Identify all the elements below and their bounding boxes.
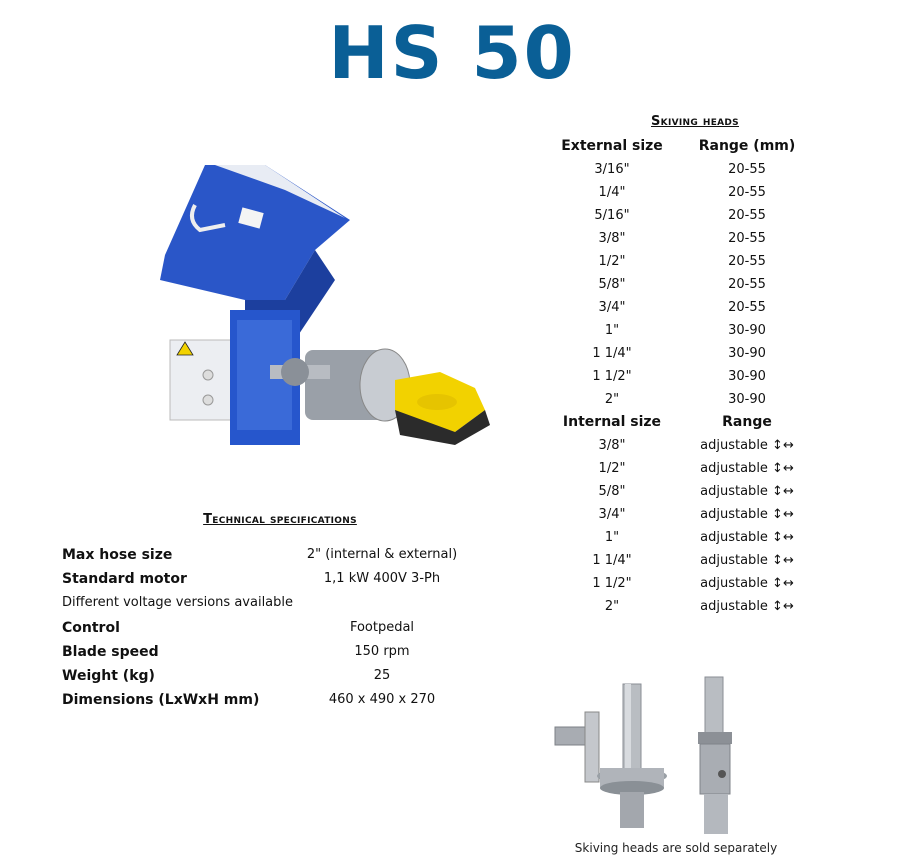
table-row xyxy=(556,526,826,549)
table-row xyxy=(556,595,826,618)
spec-label: Standard motor xyxy=(62,571,187,588)
size-cell: 5/8" xyxy=(598,277,626,292)
range-cell: 20-55 xyxy=(728,300,766,315)
tech-specs-title: Technical specifications xyxy=(203,512,357,527)
table-row xyxy=(556,480,826,503)
range-cell: 20-55 xyxy=(728,162,766,177)
range-cell: adjustable ↕↔ xyxy=(700,484,794,499)
page-title: HS 50 xyxy=(328,11,576,95)
table-row xyxy=(556,158,826,181)
table-row xyxy=(556,319,826,342)
range-cell: adjustable ↕↔ xyxy=(700,438,794,453)
range-cell: 30-90 xyxy=(728,392,766,407)
spec-note: Different voltage versions available xyxy=(62,595,294,611)
table-row xyxy=(556,250,826,273)
range-cell: 20-55 xyxy=(728,231,766,246)
spec-row xyxy=(62,688,502,712)
range-cell: 20-55 xyxy=(728,185,766,200)
size-cell: 3/8" xyxy=(598,438,626,453)
spec-value: 150 rpm xyxy=(354,643,410,659)
table-row xyxy=(556,434,826,457)
table-row xyxy=(556,204,826,227)
spec-label: Weight (kg) xyxy=(62,667,155,684)
spec-row xyxy=(62,567,502,591)
spec-value: 1,1 kW 400V 3-Ph xyxy=(323,571,441,587)
size-cell: 1/4" xyxy=(598,185,626,200)
range-cell: adjustable ↕↔ xyxy=(700,507,794,522)
range-cell: adjustable ↕↔ xyxy=(700,599,794,614)
spec-value: Footpedal xyxy=(349,619,415,635)
range-cell: adjustable ↕↔ xyxy=(700,553,794,568)
table-row xyxy=(556,549,826,572)
size-cell: 5/16" xyxy=(594,208,630,223)
spec-row xyxy=(62,664,502,688)
range-cell: 30-90 xyxy=(728,369,766,384)
spec-row xyxy=(62,616,502,640)
range-cell: 20-55 xyxy=(728,254,766,269)
internal-header-row xyxy=(556,411,826,434)
table-row xyxy=(556,365,826,388)
header-cell: Internal size xyxy=(562,414,662,430)
spec-label: Blade speed xyxy=(62,643,159,660)
size-cell: 2" xyxy=(604,599,620,614)
size-cell: 1/2" xyxy=(598,461,626,476)
size-cell: 3/4" xyxy=(598,300,626,315)
skiving-heads-table xyxy=(556,135,826,618)
size-cell: 1 1/2" xyxy=(592,576,632,591)
table-row xyxy=(556,273,826,296)
spec-value: 25 xyxy=(373,667,391,683)
spec-label: Control xyxy=(62,619,120,636)
header-cell: Range (mm) xyxy=(698,138,796,154)
spec-row xyxy=(62,543,502,567)
range-cell: 30-90 xyxy=(728,346,766,361)
size-cell: 1 1/2" xyxy=(592,369,632,384)
table-row xyxy=(556,457,826,480)
range-cell: adjustable ↕↔ xyxy=(700,576,794,591)
range-cell: 20-55 xyxy=(728,277,766,292)
spec-value: 2" (internal & external) xyxy=(306,547,458,562)
range-cell: adjustable ↕↔ xyxy=(700,461,794,476)
table-row xyxy=(556,388,826,411)
tech-specs-table xyxy=(62,543,502,712)
table-row xyxy=(556,181,826,204)
skiving-heads-title: Skiving heads xyxy=(651,114,739,129)
spec-label: Max hose size xyxy=(62,547,173,563)
size-cell: 1 1/4" xyxy=(592,553,632,568)
header-cell: Range xyxy=(722,414,772,430)
size-cell: 5/8" xyxy=(598,484,626,499)
size-cell: 3/8" xyxy=(598,231,626,246)
range-cell: 20-55 xyxy=(728,208,766,223)
size-cell: 2" xyxy=(604,392,620,407)
range-cell: 30-90 xyxy=(728,323,766,338)
size-cell: 3/4" xyxy=(598,507,626,522)
size-cell: 1" xyxy=(604,323,620,338)
table-row xyxy=(556,572,826,595)
spec-value: 460 x 490 x 270 xyxy=(328,692,436,708)
table-row xyxy=(556,503,826,526)
size-cell: 1/2" xyxy=(598,254,626,269)
size-cell: 1" xyxy=(604,530,620,545)
machine-image xyxy=(155,160,505,450)
table-row xyxy=(556,227,826,250)
header-cell: External size xyxy=(561,138,663,154)
spec-note-row xyxy=(62,591,502,615)
table-row xyxy=(556,342,826,365)
external-header-row xyxy=(556,135,826,158)
spec-label: Dimensions (LxWxH mm) xyxy=(62,692,260,709)
skiving-heads-image xyxy=(550,672,750,837)
table-row xyxy=(556,296,826,319)
spec-row xyxy=(62,640,502,664)
range-cell: adjustable ↕↔ xyxy=(700,530,794,545)
size-cell: 3/16" xyxy=(594,162,630,177)
size-cell: 1 1/4" xyxy=(592,346,632,361)
skiving-heads-caption: Skiving heads are sold separately xyxy=(574,841,778,855)
